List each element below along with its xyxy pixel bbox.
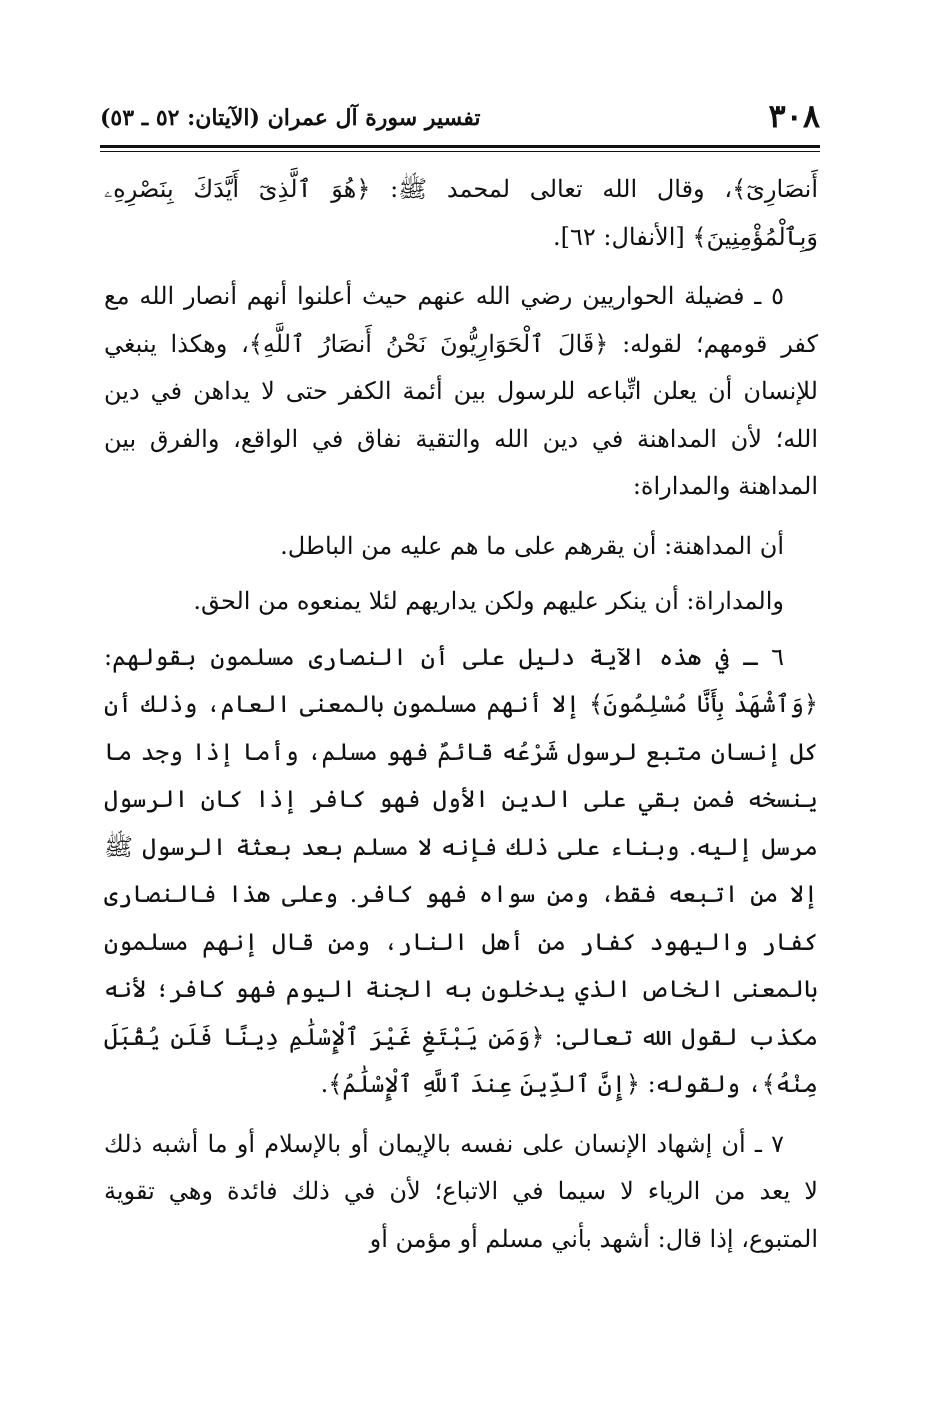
running-title: تفسير سورة آل عمران (الآيتان: ٥٢ ـ ٥٣) [100,105,481,131]
header-rule-thick [100,145,820,148]
header-rule-thin [100,151,820,152]
paragraph-point-5: ٥ ـ فضيلة الحواريين رضي الله عنهم حيث أعلنوا أنهم أنصار الله مع كفر قومهم؛ لقوله: ﴿قَالَ ٱلْحَوَارِيُّونَ نَحْنُ أَنصَارُ ٱللَّهِ﴾، وهكذا ينبغي للإنسان أن يعلن اتِّباعه للرسول بين أئمة الكفر حتى لا يداهن في دين الله؛ لأن المداهنة في دين الله والتقية نفاق في الواقع، والفرق بين المداهنة والمداراة: [104,282,818,500]
paragraph-continuation: أَنصَارِىٓ﴾، وقال الله تعالى لمحمد ﷺ: ﴿هُوَ ٱلَّذِىٓ أَيَّدَكَ بِنَصْرِهِۦ وَبِٱلْمُؤْمِنِينَ﴾ [الأنفال: ٦٢]. [104,175,818,251]
page-number: ٣٠٨ [768,97,820,135]
paragraph-mudarah-definition: والمداراة: أن ينكر عليهم ولكن يداريهم لئلا يمنعوه من الحق. [193,587,784,615]
paragraph-mudahana-definition: أن المداهنة: أن يقرهم على ما هم عليه من الباطل. [280,531,784,560]
page-header [100,92,820,144]
page-body [104,166,818,1275]
paragraph-point-6: ٦ ـ في هذه الآية دليل على أن النصارى مسلمون بقولهم: ﴿وَٱشْهَدْ بِأَنَّا مُسْلِمُونَ﴾ إلا أنهم مسلمون بالمعنى العام، وذلك أن كل إنسان متبع لرسول شَرْعُه قائمٌ فهو مسلم، وأما إذا وجد ما ينسخه فمن بقي على الدين الأول فهو كافر إذا كان الرسول مرسل إليه. وبناء على ذلك فإنه لا مسلم بعد بعثة الرسول ﷺ إلا من اتبعه فقط، ومن سواه فهو كافر. وعلى هذا فالنصارى كفار واليهود كفار من أهل النار، ومن قال إنهم مسلمون بالمعنى الخاص الذي يدخلون به الجنة اليوم فهو كافر؛ لأنه مكذب لقول الله تعالى: ﴿وَمَن يَبْتَغِ غَيْرَ ٱلْإِسْلَٰمِ دِينًا فَلَن يُقْبَلَ مِنْهُ﴾، ولقوله: ﴿إِنَّ ٱلدِّينَ عِندَ ٱللَّهِ ٱلْإِسْلَٰمُ﴾. [104,642,818,1098]
paragraph-point-7: ٧ ـ أن إشهاد الإنسان على نفسه بالإيمان أو بالإسلام أو ما أشبه ذلك لا يعد من الرياء لا سيما في الاتباع؛ لأن في ذلك فائدة وهي تقوية المتبوع، إذا قال: أشهد بأني مسلم أو مؤمن أو [104,1129,818,1253]
